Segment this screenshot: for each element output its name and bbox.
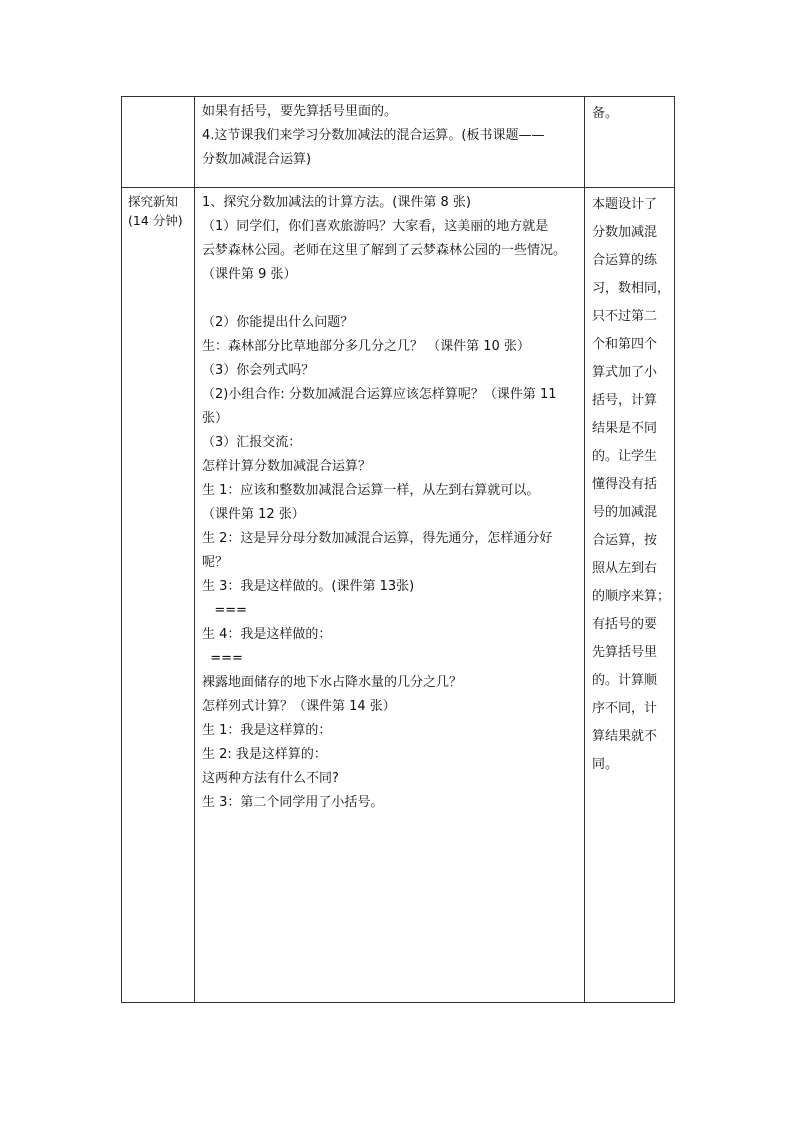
content-line: 怎样列式计算？（课件第 14 张） <box>202 699 396 714</box>
content-line: 生 2：这是异分母分数加减混合运算，得先通分，怎样通分好 <box>202 531 553 546</box>
content-line: 1、探究分数加减法的计算方法。(课件第 8 张) <box>202 195 471 210</box>
content-cell <box>195 97 585 188</box>
content-line: （1）同学们，你们喜欢旅游吗？大家看，这美丽的地方就是 <box>202 219 549 234</box>
content-line: （2）你能提出什么问题？ <box>202 315 354 330</box>
note-line: 懂得没有括 <box>592 477 658 492</box>
content-line: 裸露地面储存的地下水占降水量的几分之几？ <box>202 675 463 690</box>
note-line: 的顺序来算； <box>592 589 671 604</box>
note-line: 的。计算顺 <box>592 673 658 688</box>
note-line: 分数加减混 <box>592 225 658 240</box>
content-cell <box>195 188 585 1003</box>
content-line: 生 4：我是这样做的： <box>202 627 332 642</box>
content-line: 生 3：我是这样做的。(课件第 13张) <box>202 579 415 594</box>
stage-cell <box>122 97 195 188</box>
table-row <box>122 97 675 188</box>
stage-duration: (14 分钟) <box>128 213 183 228</box>
content-line: 生 3：第二个同学用了小括号。 <box>202 795 384 810</box>
content-line: 生 1：我是这样算的： <box>202 723 332 738</box>
stage-cell <box>122 188 195 1003</box>
note-line: 合运算，按 <box>592 533 658 548</box>
note-line: 算式加了小 <box>592 365 658 380</box>
note-line: 习，数相同， <box>592 281 671 296</box>
stage-title: 探究新知 <box>128 194 179 209</box>
note-line: 的。让学生 <box>592 449 658 464</box>
note-line: 结果是不同 <box>592 421 658 436</box>
content-line: （2)小组合作: 分数加减混合运算应该怎样算呢？（课件第 11 <box>202 387 557 402</box>
note-line: 个和第四个 <box>592 337 658 352</box>
content-line: （3）你会列式吗？ <box>202 363 315 378</box>
note-line: 备。 <box>592 106 619 121</box>
equation-placeholder: === <box>202 651 243 666</box>
equation-placeholder: === <box>202 603 248 618</box>
note-line: 本题设计了 <box>592 197 658 212</box>
note-line: 同。 <box>592 757 619 772</box>
note-line: 算结果就不 <box>592 729 658 744</box>
blank-line <box>202 287 580 311</box>
content-line: 怎样计算分数加减混合运算？ <box>202 459 372 474</box>
content-line: 4.这节课我们来学习分数加减法的混合运算。(板书课题—— <box>202 128 545 143</box>
content-line: 张） <box>202 411 229 426</box>
content-line: 生 1：应该和整数加减混合运算一样，从左到右算就可以。 <box>202 483 540 498</box>
content-line: 如果有括号，要先算括号里面的。 <box>202 104 398 119</box>
note-cell <box>585 97 675 188</box>
content-line: 这两种方法有什么不同? <box>202 771 339 786</box>
note-line: 有括号的要 <box>592 617 658 632</box>
content-line: 生 2: 我是这样算的： <box>202 747 327 762</box>
note-line: 先算括号里 <box>592 645 658 660</box>
content-line: （3）汇报交流： <box>202 435 302 450</box>
note-line: 号的加减混 <box>592 505 658 520</box>
content-line: 生：森林部分比草地部分多几分之几？ （课件第 10 张） <box>202 339 530 354</box>
content-line: （课件第 12 张） <box>202 507 305 522</box>
note-cell <box>585 188 675 1003</box>
note-line: 括号，计算 <box>592 393 658 408</box>
content-line: 云梦森林公园。老师在这里了解到了云梦森林公园的一些情况。 <box>202 243 567 258</box>
lesson-plan-table <box>121 96 675 1003</box>
note-line: 照从左到右 <box>592 561 658 576</box>
table-row <box>122 188 675 1003</box>
content-line: （课件第 9 张） <box>202 267 297 282</box>
note-line: 序不同，计 <box>592 701 658 716</box>
content-line: 呢？ <box>202 555 229 570</box>
note-line: 只不过第二 <box>592 309 658 324</box>
note-line: 合运算的练 <box>592 253 658 268</box>
content-line: 分数加减混合运算) <box>202 152 312 167</box>
